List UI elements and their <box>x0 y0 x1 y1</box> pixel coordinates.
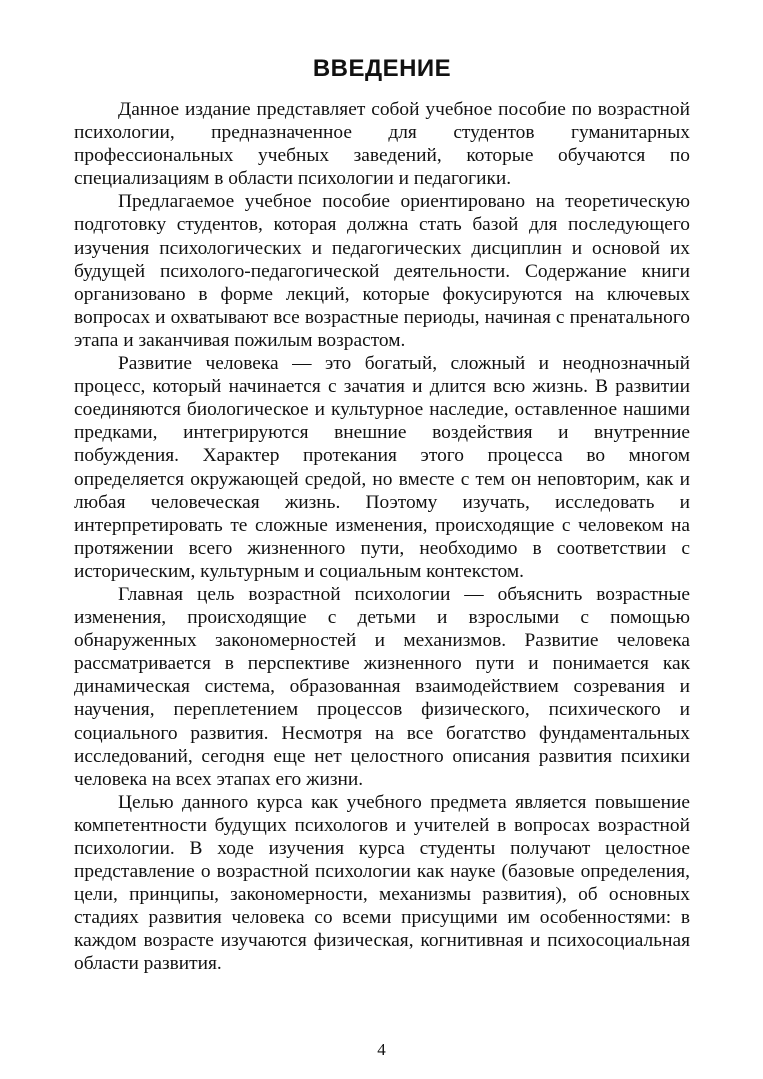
page-number: 4 <box>377 1040 386 1059</box>
page-content <box>74 54 690 976</box>
paragraph-1: Данное издание представляет собой учебное пособие по возрастной психологии, предназначенное для студентов гуманитарных профессиональных учебных заведений, которые обучаются по специализациям в области психологии и педагогики. <box>74 99 690 190</box>
paragraph-3: Развитие человека — это богатый, сложный и неоднозначный процесс, который начинается с зачатия и длится всю жизнь. В развитии соединяются биологическое и культурное наследие, оставленное нашими предками, интегрируются внешние воздействия и внутренние побуждения. Характер протекания этого процесса во многом определяется окружающей средой, но вместе с тем он неповторим, как и любая человеческая жизнь. Поэтому изучать, исследовать и интерпретировать те сложные изменения, происходящие с человеком на протяжении всего жизненного пути, необходимо в соответствии с историческим, культурным и социальным контекстом. <box>74 353 690 582</box>
chapter-title: ВВЕДЕНИЕ <box>312 55 452 82</box>
paragraph-5: Целью данного курса как учебного предмета является повышение компетентности будущих психологов и учителей в вопросах возрастной психологии. В ходе изучения курса студенты получают целостное представление о возрастной психологии как науке (базовые определения, цели, принципы, закономерности, механизмы развития), об основных стадиях развития человека со всеми присущими им особенностями: в каждом возрасте изучаются физическая, когнитивная и психосоциальная области развития. <box>74 791 690 975</box>
paragraph-4: Главная цель возрастной психологии — объяснить возрастные изменения, происходящие с детьми и взрослыми с помощью обнаруженных закономерностей и механизмов. Развитие человека рассматривается в перспективе жизненного пути и понимается как динамическая система, образованная взаимодействием созревания и научения, переплетением процессов физического, психического и социального развития. Несмотря на все богатство фундаментальных исследований, сегодня еще нет целостного описания развития психики человека на всех этапах его жизни. <box>74 583 690 790</box>
paragraph-2: Предлагаемое учебное пособие ориентировано на теоретическую подготовку студентов, которая должна стать базой для последующего изучения психологических и педагогических дисциплин и основой их будущей психолого-педагогической деятельности. Содержание книги организовано в форме лекций, которые фокусируются на ключевых вопросах и охватывают все возрастные периоды, начиная с пренатального этапа и заканчивая пожилым возрастом. <box>74 191 690 351</box>
